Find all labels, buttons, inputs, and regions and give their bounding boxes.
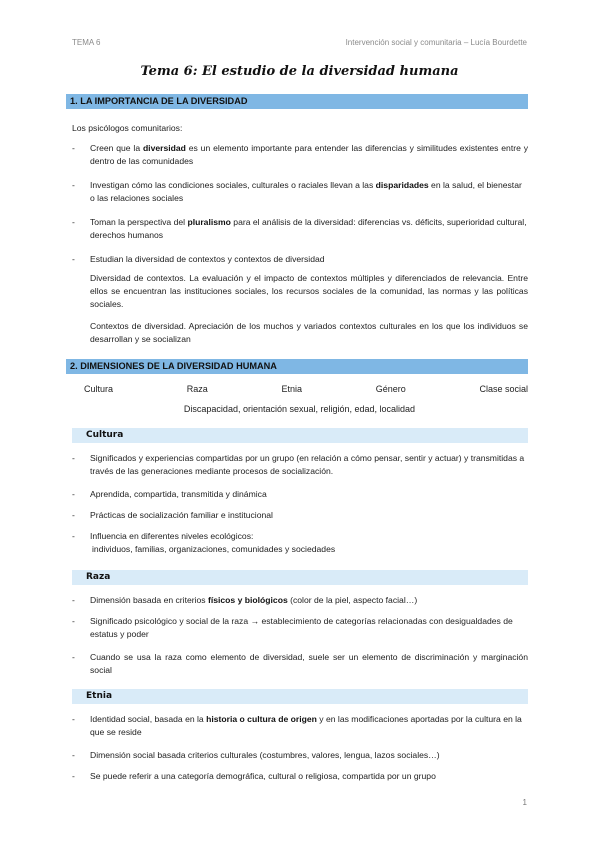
list-item: - Cuando se usa la raza como elemento de diversidad, suele ser un elemento de discriminación y marginación social [72,652,528,675]
dimension-item: Género [375,384,406,394]
list-item: - Dimensión social basada criterios culturales (costumbres, valores, lengua, lazos sociales…) [72,750,440,760]
list-item: - Dimensión basada en criterios físicos y biológicos (color de la piel, aspecto facial…) [72,595,418,605]
page-title: Tema 6: El estudio de la diversidad humana [140,64,459,79]
subsection-etnia-heading: Etnia [72,689,528,704]
subsection-raza-heading: Raza [72,570,528,585]
list-item-subtext: individuos, familias, organizaciones, comunidades y sociedades [92,544,336,554]
list-item: - Creen que la diversidad es un elemento importante para entender las diferencias y similitudes existentes entre y dentro de las comunidades [72,143,528,166]
header-left: TEMA 6 [72,38,101,47]
list-item: - Toman la perspectiva del pluralismo para el análisis de la diversidad: diferencias vs. déficits, superioridad cultural, derechos humanos [72,217,527,240]
dimension-item: Clase social [479,384,528,394]
list-item: - Prácticas de socialización familiar e institucional [72,510,273,520]
list-item: - Identidad social, basada en la historia o cultura de origen y en las modificaciones aportadas por la cultura en la que se reside [72,714,522,737]
dimensions-row-2: Discapacidad, orientación sexual, religión, edad, localidad [183,404,416,414]
list-item: - Se puede referir a una categoría demográfica, cultural o religiosa, compartida por un grupo [72,771,436,781]
dimension-item: Cultura [84,384,114,394]
dimension-item: Etnia [281,384,302,394]
dimension-item: Raza [186,384,208,394]
list-item: - Aprendida, compartida, transmitida y dinámica [72,489,267,499]
header-right: Intervención social y comunitaria – Lucía Bourdette [345,38,527,47]
list-item: - Investigan cómo las condiciones sociales, culturales o raciales llevan a las disparidades en la salud, el bienestar o las relaciones sociales [72,180,522,203]
list-item: - Influencia en diferentes niveles ecológicos: [72,531,254,541]
section-1-intro: Los psicólogos comunitarios: [72,123,183,133]
list-item: - Significado psicológico y social de la raza → establecimiento de categorías relacionadas con desigualdades de estatus y poder [72,616,513,639]
list-item: - Estudian la diversidad de contextos y contextos de diversidad [72,254,325,264]
paragraph-diversidad-contextos: Diversidad de contextos. La evaluación y el impacto de contextos múltiples y diferenciados de relevancia. Entre ellos se encuentran las instituciones sociales, los recursos sociales de la comunidad, las normas y las políticas sociales. [90,273,528,309]
page-number: 1 [522,798,527,807]
section-2-heading: 2. DIMENSIONES DE LA DIVERSIDAD HUMANA [66,359,528,374]
list-item: - Significados y experiencias compartidas por un grupo (en relación a cómo pensar, sentir y actuar) y transmitidas a través de las generaciones mediante procesos de socialización. [72,453,525,476]
paragraph-contextos-diversidad: Contextos de diversidad. Apreciación de los muchos y variados contextos culturales en los que los individuos se desarrollan y se socializan [90,321,528,344]
section-1-heading: 1. LA IMPORTANCIA DE LA DIVERSIDAD [66,94,528,109]
subsection-cultura-heading: Cultura [72,428,528,443]
dimensions-row [84,384,528,394]
